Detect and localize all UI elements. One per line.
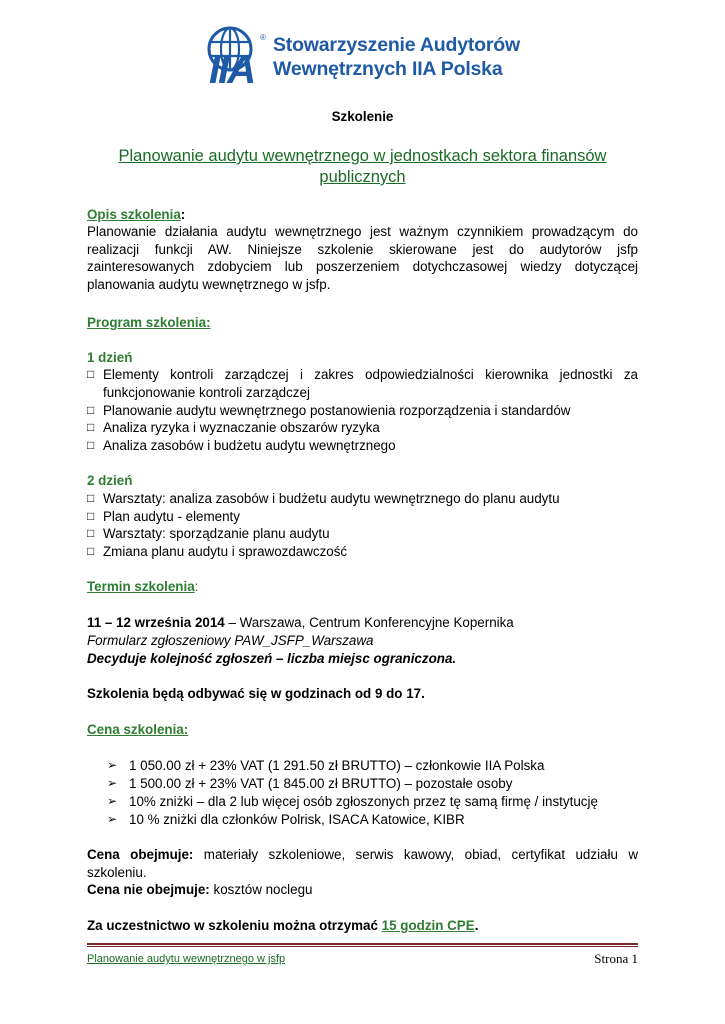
includes-paragraph <box>87 846 638 881</box>
doc-kind: Szkolenie <box>331 109 394 124</box>
day1-item-text: Planowanie audytu wewnętrznego postanowienia rozporządzenia i standardów <box>103 403 571 418</box>
hours-note: Szkolenia będą odbywać się w godzinach od 9 do 17. <box>87 686 425 701</box>
footer-divider <box>87 943 638 945</box>
day2-item-text: Plan audytu - elementy <box>103 509 240 524</box>
price-item-text: 10% zniżki – dla 2 lub więcej osób zgłoszonych przez tę samą firmę / instytucję <box>129 794 598 809</box>
cpe-paragraph <box>87 917 638 935</box>
day1-item-text: Analiza ryzyka i wyznaczanie obszarów ryzyka <box>103 420 380 435</box>
cpe-post: . <box>474 918 479 933</box>
logo-iia-text: IIA <box>209 48 255 92</box>
checkbox-bullet-icon: □ <box>87 367 95 381</box>
price-item <box>107 757 627 775</box>
arrow-bullet-icon: ➢ <box>107 794 118 808</box>
registration-form-link[interactable]: Formularz zgłoszeniowy PAW_JSFP_Warszawa <box>87 633 374 648</box>
day2-item-text: Warsztaty: analiza zasobów i budżetu audytu wewnętrznego do planu audytu <box>103 491 560 506</box>
opis-heading <box>87 206 638 224</box>
checkbox-bullet-icon: □ <box>87 403 95 417</box>
venue: – Warszawa, Centrum Konferencyjne Kopernika <box>224 615 514 630</box>
footer-divider-thin <box>87 946 638 947</box>
termin-label: Termin szkolenia <box>87 579 195 594</box>
checkbox-bullet-icon: □ <box>87 438 95 452</box>
day2-label: 2 dzień <box>87 473 133 488</box>
day1-label: 1 dzień <box>87 350 133 365</box>
price-item <box>107 793 627 811</box>
checkbox-bullet-icon: □ <box>87 544 95 558</box>
day2-item <box>87 490 638 508</box>
day2-item <box>87 508 638 526</box>
excludes-text: kosztów noclegu <box>209 882 313 897</box>
page-number: Strona 1 <box>594 951 638 966</box>
cpe-pre: Za uczestnictwo w szkoleniu można otrzymać <box>87 918 382 933</box>
opis-label: Opis szkolenia <box>87 207 181 222</box>
date-range: 11 – 12 września 2014 <box>87 615 225 630</box>
arrow-bullet-icon: ➢ <box>107 812 118 826</box>
termin-heading <box>87 578 638 596</box>
registered-mark: ® <box>260 33 266 42</box>
day2-item <box>87 525 638 543</box>
checkbox-bullet-icon: □ <box>87 420 95 434</box>
day1-item <box>87 437 638 455</box>
price-item <box>107 811 627 829</box>
day2-item-text: Warsztaty: sporządzanie planu audytu <box>103 526 330 541</box>
price-item-text: 10 % zniżki dla członków Polrisk, ISACA Katowice, KIBR <box>129 812 465 827</box>
termin-colon: : <box>194 579 199 594</box>
price-item <box>107 775 627 793</box>
day1-item-text: Analiza zasobów i budżetu audytu wewnętrznego <box>103 438 396 453</box>
price-item-text: 1 050.00 zł + 23% VAT (1 291.50 zł BRUTTO) – członkowie IIA Polska <box>129 758 545 773</box>
day1-item <box>87 366 638 401</box>
org-name-line1: Stowarzyszenie Audytorów <box>273 34 520 56</box>
includes-text: materiały szkoleniowe, serwis kawowy, obiad, certyfikat udziału w szkoleniu. <box>87 847 638 880</box>
doc-title: Planowanie audytu wewnętrznego w jednostkach sektora finansów publicznych <box>118 147 607 186</box>
cpe-hours-link[interactable]: 15 godzin CPE <box>381 918 475 933</box>
day1-item <box>87 402 638 420</box>
iia-logo <box>207 26 527 92</box>
opis-text: Planowanie działania audytu wewnętrznego jest ważnym czynnikiem prowadzącym do realizacji funkcji AW. Niniejsze szkolenie skierowane jest do audytorów jsfp zainteresowanych zdobyciem lub poszerzeniem dotychczasowej wiedzy dotyczącej planowania audytu wewnętrznego w jsfp. <box>87 224 638 292</box>
day2-item-text: Zmiana planu audytu i sprawozdawczość <box>103 544 348 559</box>
excludes-paragraph <box>87 881 638 899</box>
checkbox-bullet-icon: □ <box>87 526 95 540</box>
excludes-label: Cena nie obejmuje: <box>87 882 210 897</box>
arrow-bullet-icon: ➢ <box>107 758 118 772</box>
day1-item <box>87 419 638 437</box>
checkbox-bullet-icon: □ <box>87 509 95 523</box>
decision-note: Decyduje kolejność zgłoszeń – liczba miejsc ograniczona. <box>87 651 457 666</box>
price-item-text: 1 500.00 zł + 23% VAT (1 845.00 zł BRUTTO) – pozostałe osoby <box>129 776 513 791</box>
checkbox-bullet-icon: □ <box>87 491 95 505</box>
cena-label: Cena szkolenia: <box>87 722 189 737</box>
org-name-line2: Wewnętrznych IIA Polska <box>273 58 503 80</box>
program-label: Program szkolenia: <box>87 315 211 330</box>
day1-item-text: Elementy kontroli zarządczej i zakres odpowiedzialności kierownika jednostki za funkcjonowanie kontroli zarządczej <box>103 367 638 400</box>
arrow-bullet-icon: ➢ <box>107 776 118 790</box>
date-line <box>87 614 638 632</box>
day2-item <box>87 543 638 561</box>
includes-label: Cena obejmuje: <box>87 847 194 862</box>
opis-colon: : <box>180 207 186 222</box>
footer-title: Planowanie audytu wewnętrznego w jsfp <box>87 953 286 965</box>
